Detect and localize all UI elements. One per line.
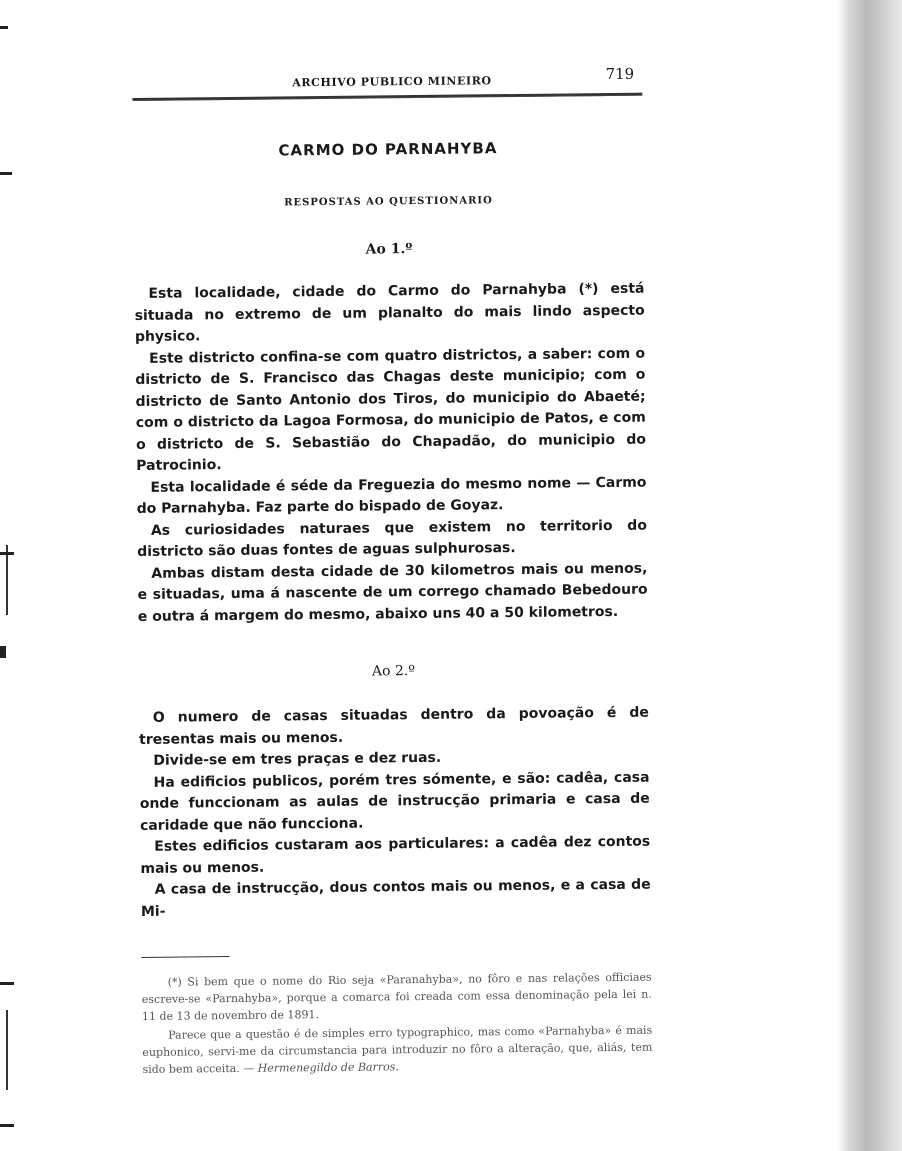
section-2-paragraph: Estes edificios custaram aos particulares: a cadêa dez contos mais ou menos. <box>140 833 651 877</box>
footnote-rule <box>141 956 229 958</box>
section-1-paragraph: Ambas distam desta cidade de 30 kilometros mais ou menos, e situadas, uma á nascente de um corrego chamado Bebedouro e outra á margem do mesmo, abaixo uns 40 a 50 kilometros. <box>137 560 648 625</box>
scan-left-margin <box>0 0 14 1151</box>
scan-binding-shadow <box>784 0 902 1151</box>
page-number: 719 <box>605 64 635 84</box>
section-2-paragraph: A casa de instrucção, dous contos mais ou menos, e a casa de Mi- <box>140 876 651 920</box>
book-page <box>132 55 653 1078</box>
footnote-paragraph <box>142 1022 653 1078</box>
section-1-paragraph: As curiosidades naturaes que existem no territorio do districto são duas fontes de aguas sulphurosas. <box>137 517 647 560</box>
section-2-paragraph: O numero de casas situadas dentro da povoação é de tresentas mais ou menos. <box>139 704 649 748</box>
article-title: CARMO DO PARNAHYBA <box>278 139 498 160</box>
footnote-paragraph: (*) Si bem que o nome do Rio seja «Paranahyba», no fôro e nas relações officiaes escreve-se «Parnahyba», porque a comarca foi creada com essa denominação pela lei n. 11 de 13 de novembro de 1891. <box>141 970 652 1023</box>
section-1-paragraph: Esta localidade, cidade do Carmo do Parnahyba (*) está situada no extremo de um planalto do mais lindo aspecto physico. <box>134 280 645 345</box>
section-1-heading: Ao 1.º <box>365 241 413 258</box>
running-head-title: ARCHIVO PUBLICO MINEIRO <box>292 74 492 90</box>
article-subtitle: RESPOSTAS AO QUESTIONARIO <box>284 195 493 209</box>
header-rule <box>132 93 642 101</box>
section-2-paragraph: Ha edificios publicos, porém tres sómente, e são: cadêa, casa onde funccionam as aulas de instrucção primaria e casa de caridade que não funcciona. <box>139 769 650 834</box>
section-2-body <box>139 703 651 923</box>
footnote-signature: Hermenegildo de Barros. <box>257 1060 399 1075</box>
section-1-paragraph: Este districto confina-se com quatro districtos, a saber: com o districto de S. Francisco das Chagas deste municipio; com o districto de Santo Antonio dos Tiros, do municipio do Abaeté; com o districto da Lagoa Formosa, do municipio de Patos, e com o districto de S. Sebastião do Chapadão, do municipio do Patrocinio. <box>135 345 647 474</box>
section-2-paragraph: Divide-se em tres praças e dez ruas. <box>153 749 442 769</box>
running-head <box>132 55 642 90</box>
footnote-text: Parece que a questão é de simples erro typographico, mas como «Parnahyba» é mais euphonico, servi-me da circumstancia para introduzir no fôro a alteração, que, aliás, tem sido bem acceita. — <box>142 1023 653 1076</box>
section-2-heading: Ao 2.º <box>371 663 415 680</box>
section-1-paragraph: Esta localidade é séde da Freguezia do mesmo nome — Carmo do Parnahyba. Faz parte do bispado de Goyaz. <box>136 474 647 517</box>
